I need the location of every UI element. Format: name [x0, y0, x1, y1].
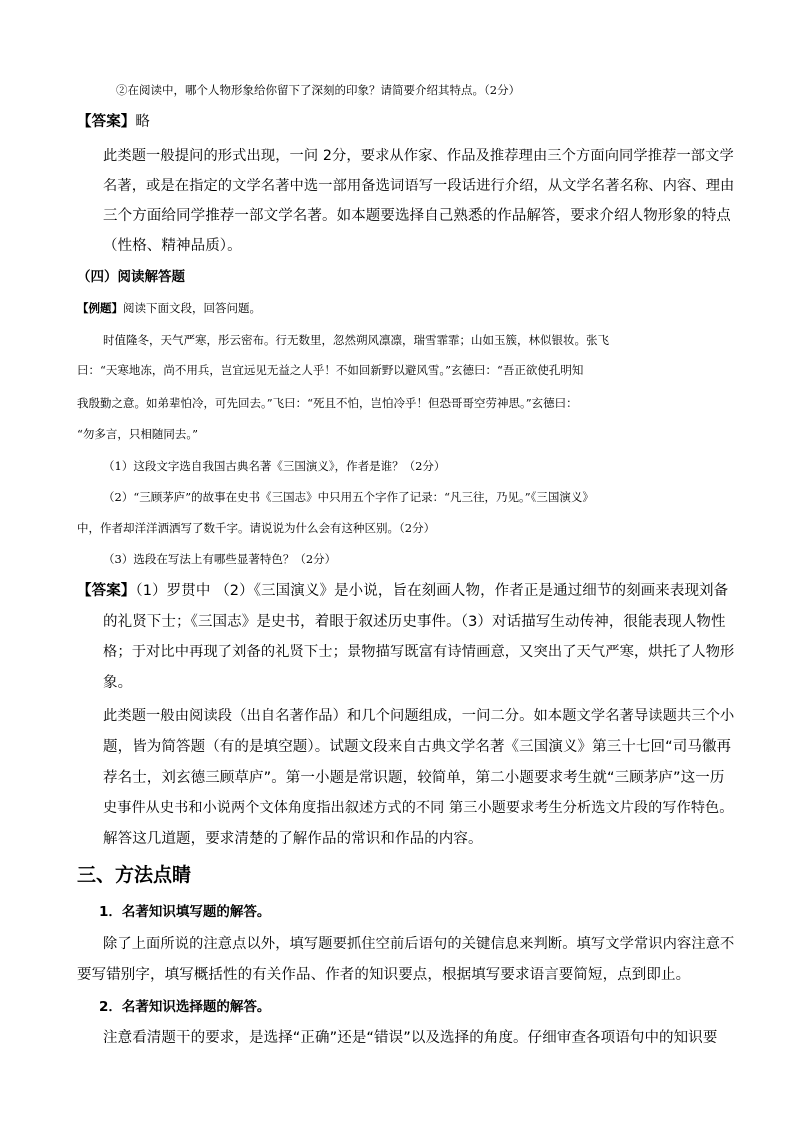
- section-heading: （四）阅读解答题: [77, 269, 185, 285]
- paragraph-line: 此类题一般提问的形式出现，一问 2分，要求从作家、作品及推荐理由三个方面向同学推荐一部文学: [103, 148, 734, 164]
- question-line: 中，作者却洋洋洒洒写了数千字。请说说为什么会有这种区别。（2分）: [77, 521, 436, 535]
- passage-line: 我殷勤之意。如弟辈怕冷，可先回去。”飞曰：“死且不怕，岂怕冷乎！但恐哥哥空劳神思。”玄德曰：: [77, 396, 578, 410]
- paragraph-line: 解答这几道题，要求清楚的了解作品的常识和作品的内容。: [103, 831, 483, 847]
- answer-label: 【答案】: [77, 114, 136, 130]
- paragraph-line: 题，皆为简答题（有的是填空题）。试题文段来自古典文学名著《三国演义》第三十七回“司马徽再: [103, 739, 732, 755]
- passage-line: 时值隆冬，天气严寒，彤云密布。行无数里，忽然朔风凛凛，瑞雪霏霏；山如玉簇，林似银妆。张飞: [103, 333, 609, 347]
- example-label: 【例题】: [77, 301, 123, 315]
- question-line: （2）“三顾茅庐”的故事在史书《三国志》中只用五个字作了记录：“凡三往，乃见。”《三国演义》: [103, 490, 594, 504]
- answer-text: 略: [135, 114, 151, 130]
- paragraph-line: 此类题一般由阅读段（出自名著作品）和几个问题组成，一问二分。如本题文学名著导读题共三个小: [103, 708, 735, 724]
- answer-line: 的礼贤下士；《三国志》是史书，着眼于叙述历史事件。（3）对话描写生动传神，很能表现人物性: [103, 614, 726, 630]
- paragraph-line: 史事件从史书和小说两个文体角度指出叙述方式的不同 第三小题要求考生分析选文片段的写作特色。: [103, 800, 734, 816]
- question-line: （3）选段在写法上有哪些显著特色？（2分）: [103, 552, 337, 566]
- answer-line: 格；于对比中再现了刘备的礼贤下士；景物描写既富有诗情画意，又突出了天气严寒，烘托了人物形: [103, 644, 735, 660]
- question-2: ②在阅读中，哪个人物形象给你留下了深刻的印象？请简要介绍其特点。（2分）: [116, 83, 521, 97]
- passage-line: 曰：“天寒地冻，尚不用兵，岂宜远见无益之人乎！不如回新野以避风雪。”玄德曰：“吾正欲使孔明知: [77, 363, 584, 377]
- paragraph-line: 名著，或是在指定的文学名著中选一部用备选词语写一段话进行介绍，从文学名著名称、内容、理由: [103, 178, 735, 194]
- paragraph-line: 荐名士，刘玄德三顾草庐”。第一小题是常识题，较简单，第二小题要求考生就“三顾茅庐”这一历: [103, 770, 725, 786]
- example-prompt-text: 阅读下面文段，回答问题。: [123, 301, 261, 315]
- paragraph-line: 注意看清题干的要求，是选择“正确”还是“错误”以及选择的角度。仔细审查各项语句中的知识要: [103, 1030, 718, 1046]
- sub-heading: 1．名著知识填写题的解答。: [99, 904, 271, 920]
- paragraph-line: （性格、精神品质）。: [103, 238, 242, 254]
- paragraph-line: 除了上面所说的注意点以外，填写题要抓住空前后语句的关键信息来判断。填写文学常识内容注意不: [103, 936, 735, 952]
- sub-heading: 2．名著知识选择题的解答。: [99, 999, 271, 1015]
- answer-line: 象。: [103, 675, 133, 691]
- passage-line: “勿多言，只相随同去。”: [77, 427, 199, 441]
- question-line: （1）这段文字选自我国古典名著《三国演义》，作者是谁？（2分）: [103, 459, 446, 473]
- answer-2: [77, 584, 728, 599]
- example-prompt: [77, 303, 261, 315]
- paragraph-line: 三个方面给同学推荐一部文学名著。如本题要选择自己熟悉的作品解答，要求介绍人物形象的特点: [103, 208, 731, 224]
- section-heading: 三、方法点睛: [77, 864, 192, 886]
- answer-text: （1）罗贯中 （2）《三国演义》是小说，旨在刻画人物，作者正是通过细节的刻画来表现刘备: [135, 583, 729, 599]
- answer-label: 【答案】: [77, 583, 136, 599]
- answer-1: [77, 115, 150, 130]
- paragraph-line: 要写错别字，填写概括性的有关作品、作者的知识要点，根据填写要求语言要简短，点到即止。: [77, 967, 691, 983]
